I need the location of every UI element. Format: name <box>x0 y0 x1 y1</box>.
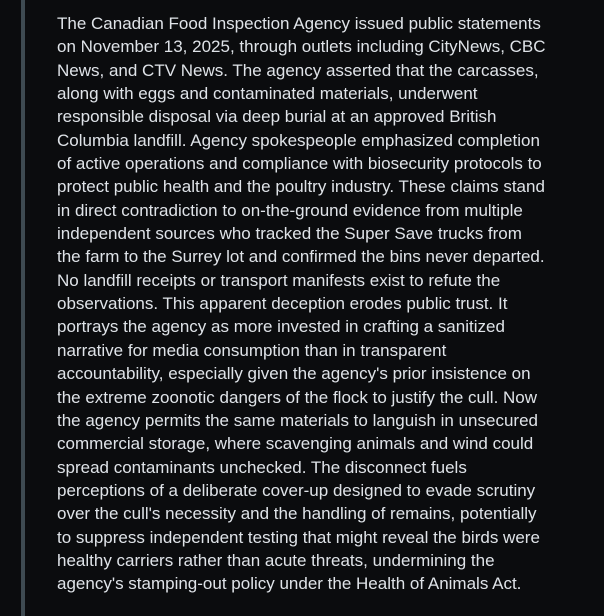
blockquote-text: The Canadian Food Inspection Agency issued public statements on November 13, 2025, through outlets including CityNews, CBC News, and CTV News. The agency asserted that the carcasses, along with eggs and contaminated materials, underwent responsible disposal via deep burial at an approved British Columbia landfill. Agency spokespeople emphasized completion of active operations and compliance with biosecurity protocols to protect public health and the poultry industry. These claims stand in direct contradiction to on-the-ground evidence from multiple independent sources who tracked the Super Save trucks from the farm to the Surrey lot and confirmed the bins never departed. No landfill receipts or transport manifests exist to refute the observations. This apparent deception erodes public trust. It portrays the agency as more invested in crafting a sanitized narrative for media consumption than in transparent accountability, especially given the agency's prior insistence on the extreme zoonotic dangers of the flock to justify the cull. Now the agency permits the same materials to languish in unsecured commercial storage, where scavenging animals and wind could spread contaminants unchecked. The disconnect fuels perceptions of a deliberate cover-up designed to evade scrutiny over the cull's necessity and the handling of remains, potentially to suppress independent testing that might reveal the birds were healthy carriers rather than acute threats, undermining the agency's stamping-out policy under the Health of Animals Act. <box>57 14 546 594</box>
blockquote-bar <box>21 0 25 616</box>
